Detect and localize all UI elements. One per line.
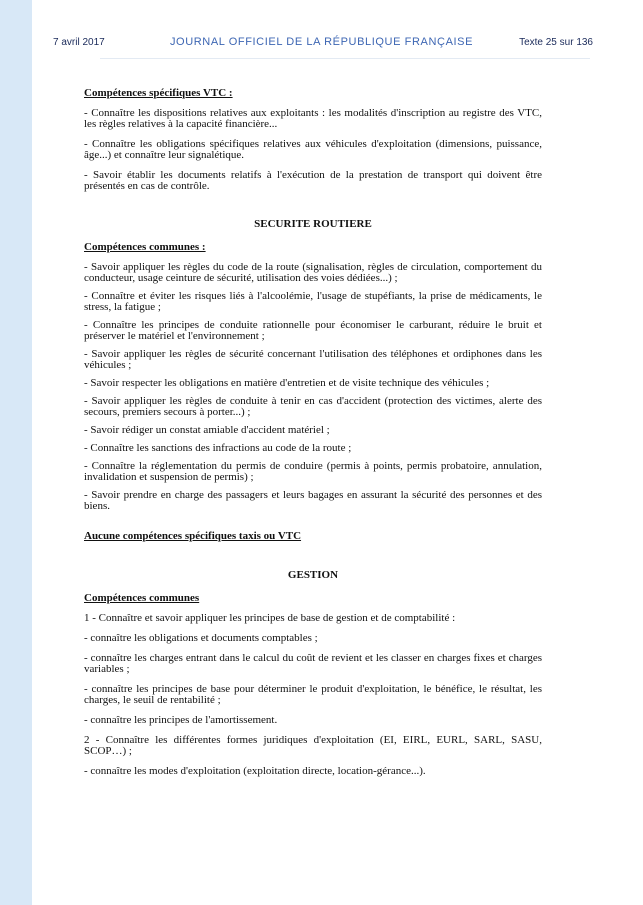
gestion-item: - connaître les charges entrant dans le calcul du coût de revient et les classer en charges fixes et charges variables ; xyxy=(84,652,542,675)
securite-item: - Savoir appliquer les règles de conduite à tenir en cas d'accident (protection des victimes, alerte des secours, premiers secours à porter...) ; xyxy=(84,395,542,418)
gestion-item: - connaître les principes de l'amortissement. xyxy=(84,714,278,726)
vtc-item: - Connaître les dispositions relatives aux exploitants : les modalités d'inscription au registre des VTC, les règles relatives à la capacité financière... xyxy=(84,107,542,130)
section-title-securite: SECURITE ROUTIERE xyxy=(254,218,372,230)
securite-heading: Compétences communes : xyxy=(84,241,206,253)
securite-item: - Connaître la réglementation du permis de conduire (permis à points, permis probatoire, annulation, invalidation et suspension de permis) ; xyxy=(84,460,542,483)
securite-item: - Savoir rédiger un constat amiable d'accident matériel ; xyxy=(84,424,330,436)
header-divider xyxy=(100,58,590,59)
gestion-item: - connaître les obligations et documents comptables ; xyxy=(84,632,318,644)
section-title-gestion: GESTION xyxy=(287,569,339,581)
page-left-band xyxy=(0,0,32,905)
gestion-item: 1 - Connaître et savoir appliquer les principes de base de gestion et de comptabilité : xyxy=(84,612,456,624)
gestion-item: - connaître les modes d'exploitation (exploitation directe, location-gérance...). xyxy=(84,765,426,777)
header-texte-number: Texte 25 sur 136 xyxy=(519,37,593,48)
securite-item: - Savoir prendre en charge des passagers et leurs bagages en assurant la sécurité des personnes et des biens. xyxy=(84,489,542,512)
gestion-heading: Compétences communes xyxy=(84,592,200,604)
vtc-heading: Compétences spécifiques VTC : xyxy=(84,87,233,99)
gestion-item: - connaître les principes de base pour déterminer le produit d'exploitation, le bénéfice, le résultat, les charges, le seuil de rentabilité ; xyxy=(84,683,542,706)
vtc-item: - Connaître les obligations spécifiques relatives aux véhicules d'exploitation (dimensions, puissance, âge...) et connaître leur signalétique. xyxy=(84,138,542,161)
securite-item: - Connaître et éviter les risques liés à l'alcoolémie, l'usage de stupéfiants, la prise de médicaments, le stress, la fatigue ; xyxy=(84,290,542,313)
header-date: 7 avril 2017 xyxy=(53,37,105,48)
document-body xyxy=(84,88,542,777)
vtc-item: - Savoir établir les documents relatifs à l'exécution de la prestation de transport qui doivent être présentés en cas de contrôle. xyxy=(84,169,542,192)
securite-item: - Savoir appliquer les règles du code de la route (signalisation, règles de circulation, comportement du conducteur, usage ceinture de sécurité, utilisation des voies dédiées...) ; xyxy=(84,261,542,284)
page-header xyxy=(0,34,643,54)
securite-item: - Savoir respecter les obligations en matière d'entretien et de visite technique des véhicules ; xyxy=(84,377,490,389)
gestion-item: 2 - Connaître les différentes formes juridiques d'exploitation (EI, EIRL, EURL, SARL, SASU, SCOP…) ; xyxy=(84,734,542,757)
header-journal-title: JOURNAL OFFICIEL DE LA RÉPUBLIQUE FRANÇAISE xyxy=(169,36,474,48)
securite-note: Aucune compétences spécifiques taxis ou VTC xyxy=(84,530,302,542)
securite-item: - Connaître les sanctions des infractions au code de la route ; xyxy=(84,442,352,454)
securite-item: - Connaître les principes de conduite rationnelle pour économiser le carburant, réduire le bruit et préserver le matériel et l'environnement ; xyxy=(84,319,542,342)
securite-item: - Savoir appliquer les règles de sécurité concernant l'utilisation des téléphones et ordiphones dans les véhicules ; xyxy=(84,348,542,371)
